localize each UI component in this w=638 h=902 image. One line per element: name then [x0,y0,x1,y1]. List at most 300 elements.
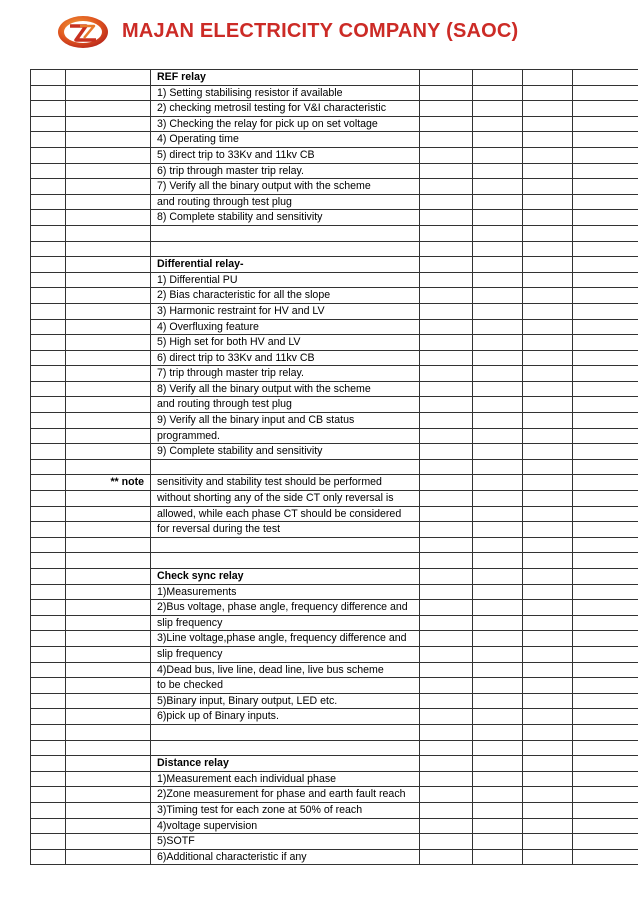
empty-cell [523,802,573,818]
note-cell [66,241,151,257]
empty-cell [523,771,573,787]
table-row [31,818,638,834]
empty-cell [420,584,473,600]
empty-cell [573,522,638,538]
empty-cell [420,101,473,117]
empty-cell [523,194,573,210]
note-cell [66,381,151,397]
note-cell [66,584,151,600]
empty-cell [523,646,573,662]
table-row [31,615,638,631]
table-row [31,709,638,725]
table-row [31,210,638,226]
empty-cell [523,225,573,241]
empty-cell [420,70,473,86]
empty-cell [523,116,573,132]
item-description-cell: 6)pick up of Binary inputs. [151,709,420,725]
empty-cell [31,444,66,460]
empty-cell [31,615,66,631]
empty-cell [573,787,638,803]
table-row [31,147,638,163]
empty-cell [473,319,523,335]
empty-cell [523,849,573,865]
empty-cell [31,740,66,756]
note-cell: ** note [66,475,151,491]
note-cell [66,459,151,475]
empty-cell [31,506,66,522]
empty-cell [573,272,638,288]
empty-cell [473,849,523,865]
table-row [31,569,638,585]
item-description-cell: 4)Dead bus, live line, dead line, live bus scheme [151,662,420,678]
empty-cell [420,350,473,366]
item-description-cell: programmed. [151,428,420,444]
item-description-cell: 3) Checking the relay for pick up on set voltage [151,116,420,132]
empty-cell [523,818,573,834]
table-row [31,646,638,662]
empty-cell [420,428,473,444]
empty-cell [473,70,523,86]
note-cell [66,802,151,818]
item-description-cell: 7) Verify all the binary output with the scheme [151,179,420,195]
item-description-cell: 1)Measurements [151,584,420,600]
company-name: MAJAN ELECTRICITY COMPANY (SAOC) [122,20,519,42]
empty-cell [420,179,473,195]
table-row [31,350,638,366]
empty-cell [523,740,573,756]
empty-cell [473,444,523,460]
empty-cell [523,257,573,273]
item-description-cell: for reversal during the test [151,522,420,538]
empty-cell [31,132,66,148]
note-cell [66,537,151,553]
empty-cell [573,537,638,553]
empty-cell [573,413,638,429]
empty-cell [473,584,523,600]
empty-cell [31,771,66,787]
empty-cell [573,818,638,834]
section-heading-cell: Differential relay- [151,257,420,273]
note-cell [66,787,151,803]
table-row [31,241,638,257]
empty-cell [473,693,523,709]
empty-cell [573,459,638,475]
empty-cell [523,537,573,553]
empty-cell [31,818,66,834]
empty-cell [573,194,638,210]
empty-cell [31,303,66,319]
note-cell [66,335,151,351]
empty-cell [523,319,573,335]
note-cell [66,849,151,865]
empty-cell [420,740,473,756]
empty-cell [420,288,473,304]
empty-cell [31,631,66,647]
empty-cell [573,709,638,725]
note-cell [66,553,151,569]
empty-cell [420,132,473,148]
empty-cell [573,397,638,413]
empty-cell [420,771,473,787]
item-description-cell: 4) Overfluxing feature [151,319,420,335]
note-cell [66,303,151,319]
empty-cell [31,522,66,538]
empty-cell [31,319,66,335]
empty-cell [573,257,638,273]
empty-cell [573,662,638,678]
empty-cell [523,724,573,740]
empty-cell [523,70,573,86]
empty-cell [420,537,473,553]
empty-cell [473,350,523,366]
empty-cell [523,303,573,319]
table-row [31,787,638,803]
table-row [31,740,638,756]
empty-cell [420,678,473,694]
note-cell [66,709,151,725]
empty-cell [573,241,638,257]
empty-cell [523,615,573,631]
majan-logo-icon [56,14,110,50]
empty-cell [523,709,573,725]
empty-cell [573,132,638,148]
empty-cell [473,163,523,179]
table-row [31,303,638,319]
empty-cell [523,787,573,803]
item-description-cell: 5) direct trip to 33Kv and 11kv CB [151,147,420,163]
note-cell [66,693,151,709]
table-row [31,413,638,429]
item-description-cell: 1) Setting stabilising resistor if available [151,85,420,101]
empty-cell [573,475,638,491]
item-description-cell: without shorting any of the side CT only reversal is [151,491,420,507]
empty-cell [420,413,473,429]
table-row [31,366,638,382]
empty-cell [31,147,66,163]
empty-cell [473,537,523,553]
empty-cell [573,771,638,787]
empty-cell [573,693,638,709]
item-description-cell: and routing through test plug [151,194,420,210]
table-row [31,631,638,647]
empty-cell [573,724,638,740]
empty-cell [420,210,473,226]
table-row [31,678,638,694]
empty-cell [573,849,638,865]
item-description-cell: 2)Bus voltage, phase angle, frequency difference and [151,600,420,616]
empty-cell [420,802,473,818]
empty-cell [31,257,66,273]
table-row [31,693,638,709]
empty-cell [523,600,573,616]
note-cell [66,413,151,429]
empty-cell [420,553,473,569]
empty-cell [31,179,66,195]
empty-cell [420,397,473,413]
empty-cell [420,834,473,850]
empty-cell [473,147,523,163]
empty-cell [420,849,473,865]
empty-cell [31,101,66,117]
empty-cell [573,350,638,366]
note-cell [66,600,151,616]
note-cell [66,116,151,132]
table-row [31,288,638,304]
table-row [31,85,638,101]
note-cell [66,350,151,366]
table-row [31,397,638,413]
note-cell [66,491,151,507]
note-cell [66,756,151,772]
note-cell [66,678,151,694]
item-description-cell [151,459,420,475]
empty-cell [523,381,573,397]
item-description-cell: 4)voltage supervision [151,818,420,834]
item-description-cell: 8) Verify all the binary output with the scheme [151,381,420,397]
empty-cell [573,569,638,585]
item-description-cell: 9) Complete stability and sensitivity [151,444,420,460]
item-description-cell: 7) trip through master trip relay. [151,366,420,382]
note-cell [66,397,151,413]
empty-cell [420,522,473,538]
table-row [31,537,638,553]
table-row [31,70,638,86]
empty-cell [473,771,523,787]
empty-cell [523,459,573,475]
empty-cell [573,163,638,179]
empty-cell [523,756,573,772]
empty-cell [573,225,638,241]
empty-cell [473,553,523,569]
item-description-cell: 9) Verify all the binary input and CB status [151,413,420,429]
table-row [31,522,638,538]
empty-cell [573,740,638,756]
empty-cell [31,678,66,694]
table-row [31,257,638,273]
empty-cell [31,756,66,772]
empty-cell [473,787,523,803]
empty-cell [31,491,66,507]
empty-cell [420,818,473,834]
item-description-cell: 5) High set for both HV and LV [151,335,420,351]
note-cell [66,163,151,179]
empty-cell [573,646,638,662]
empty-cell [420,194,473,210]
empty-cell [31,475,66,491]
table-row [31,553,638,569]
section-heading-cell: Distance relay [151,756,420,772]
table-row [31,584,638,600]
empty-cell [523,475,573,491]
table-row [31,319,638,335]
empty-cell [523,506,573,522]
item-description-cell [151,225,420,241]
item-description-cell: allowed, while each phase CT should be considered [151,506,420,522]
table-row [31,802,638,818]
empty-cell [420,693,473,709]
empty-cell [31,693,66,709]
empty-cell [31,459,66,475]
empty-cell [420,241,473,257]
item-description-cell: 2) checking metrosil testing for V&I characteristic [151,101,420,117]
item-description-cell: 8) Complete stability and sensitivity [151,210,420,226]
empty-cell [420,116,473,132]
empty-cell [420,257,473,273]
table-row [31,194,638,210]
empty-cell [473,194,523,210]
item-description-cell: to be checked [151,678,420,694]
empty-cell [523,678,573,694]
empty-cell [573,366,638,382]
table-row [31,132,638,148]
empty-cell [573,381,638,397]
empty-cell [523,366,573,382]
empty-cell [473,335,523,351]
empty-cell [420,646,473,662]
empty-cell [31,85,66,101]
empty-cell [523,210,573,226]
empty-cell [473,257,523,273]
note-cell [66,194,151,210]
item-description-cell: 6) trip through master trip relay. [151,163,420,179]
table-row [31,101,638,117]
empty-cell [523,584,573,600]
empty-cell [420,662,473,678]
note-cell [66,225,151,241]
note-cell [66,834,151,850]
empty-cell [31,335,66,351]
empty-cell [473,569,523,585]
empty-cell [31,849,66,865]
empty-cell [473,179,523,195]
empty-cell [573,116,638,132]
empty-cell [473,272,523,288]
empty-cell [573,335,638,351]
empty-cell [523,569,573,585]
empty-cell [420,615,473,631]
empty-cell [523,101,573,117]
empty-cell [573,303,638,319]
empty-cell [420,163,473,179]
empty-cell [473,646,523,662]
empty-cell [473,366,523,382]
empty-cell [523,147,573,163]
empty-cell [31,709,66,725]
note-cell [66,85,151,101]
item-description-cell [151,724,420,740]
page-header [0,0,638,66]
empty-cell [473,85,523,101]
empty-cell [523,553,573,569]
table-row [31,834,638,850]
note-cell [66,522,151,538]
empty-cell [31,413,66,429]
empty-cell [31,194,66,210]
table-row [31,756,638,772]
empty-cell [473,522,523,538]
empty-cell [420,787,473,803]
empty-cell [473,709,523,725]
note-cell [66,147,151,163]
table-row [31,849,638,865]
empty-cell [31,288,66,304]
empty-cell [473,288,523,304]
note-cell [66,319,151,335]
empty-cell [420,444,473,460]
empty-cell [420,600,473,616]
test-checklist-table [30,69,638,865]
empty-cell [473,724,523,740]
note-cell [66,272,151,288]
table-row [31,225,638,241]
item-description-cell: slip frequency [151,615,420,631]
note-cell [66,210,151,226]
table-row [31,771,638,787]
note-cell [66,740,151,756]
empty-cell [473,397,523,413]
empty-cell [573,584,638,600]
empty-cell [420,459,473,475]
empty-cell [473,303,523,319]
empty-cell [573,179,638,195]
empty-cell [473,834,523,850]
note-cell [66,288,151,304]
empty-cell [523,85,573,101]
empty-cell [523,335,573,351]
empty-cell [420,147,473,163]
empty-cell [573,70,638,86]
note-cell [66,132,151,148]
empty-cell [31,397,66,413]
table-row [31,662,638,678]
empty-cell [573,678,638,694]
empty-cell [473,678,523,694]
empty-cell [420,381,473,397]
empty-cell [573,101,638,117]
item-description-cell: 4) Operating time [151,132,420,148]
empty-cell [473,615,523,631]
empty-cell [31,366,66,382]
empty-cell [31,662,66,678]
empty-cell [31,600,66,616]
empty-cell [420,475,473,491]
table-row [31,444,638,460]
table-row [31,116,638,132]
empty-cell [31,210,66,226]
empty-cell [420,303,473,319]
note-cell [66,101,151,117]
empty-cell [420,319,473,335]
table-row [31,600,638,616]
empty-cell [523,662,573,678]
empty-cell [523,631,573,647]
empty-cell [473,459,523,475]
item-description-cell: 6) direct trip to 33Kv and 11kv CB [151,350,420,366]
empty-cell [573,85,638,101]
empty-cell [473,428,523,444]
empty-cell [31,787,66,803]
empty-cell [31,584,66,600]
table-row [31,272,638,288]
empty-cell [573,802,638,818]
empty-cell [420,366,473,382]
empty-cell [523,163,573,179]
note-cell [66,724,151,740]
note-cell [66,631,151,647]
empty-cell [573,553,638,569]
item-description-cell [151,553,420,569]
empty-cell [473,210,523,226]
